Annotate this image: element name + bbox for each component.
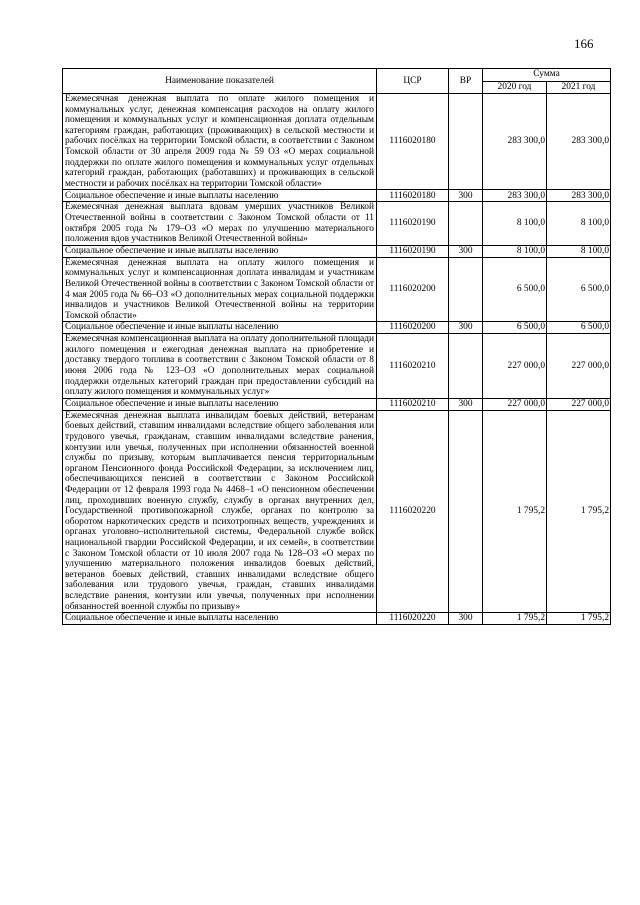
row-sum-2020: 1 795,2 <box>483 613 547 625</box>
table-row <box>63 398 611 410</box>
row-sum-2021: 8 100,0 <box>547 202 611 245</box>
budget-table <box>62 68 611 625</box>
row-name: Ежемесячная денежная выплата вдовам умерших участников Великой Отечественной войны в соответствии с Законом Томской области от 11 октября 2005 года № 179–ОЗ «О мерах по улучшению материального положения вдов участников Великой Отечественной войны» <box>63 202 377 245</box>
row-csr: 1116020220 <box>377 613 449 625</box>
row-name: Социальное обеспечение и иные выплаты населению <box>63 322 377 334</box>
table-row <box>63 613 611 625</box>
table-row <box>63 410 611 612</box>
row-sum-2021: 227 000,0 <box>547 398 611 410</box>
row-name: Ежемесячная компенсационная выплата на оплату дополнительной площади жилого помещения и ежегодная денежная выплата на приобретение и доставку твердого топлива в соответствии с Законом Томской области от 8 июня 2006 года № 123–ОЗ «О дополнительных мерах социальной поддержки отдельных категорий граждан при предоставлении субсидий на оплату жилого помещения и коммунальных услуг» <box>63 334 377 399</box>
header-vr: ВР <box>449 69 483 94</box>
row-sum-2021: 227 000,0 <box>547 334 611 399</box>
row-csr: 1116020200 <box>377 257 449 322</box>
table-row <box>63 245 611 257</box>
row-sum-2020: 6 500,0 <box>483 257 547 322</box>
header-year-2020: 2020 год <box>483 81 547 94</box>
row-vr: 300 <box>449 245 483 257</box>
row-name: Ежемесячная денежная выплата инвалидам боевых действий, ветеранам боевых действий, ставшим инвалидами вследствие общего заболевания или трудового увечья, гражданам, ставшим инвалидами вследствие ранения, контузии или увечья, полученных при исполнении обязанностей военной службы по призыву, которым выплачивается пенсия территориальным органом Пенсионного фонда Российской Федерации, за исключением лиц, обеспечивающихся пенсией в соответствии с Законом Российской Федерации от 12 февраля 1993 года № 4468–1 «О пенсионном обеспечении лиц, проходивших военную службу, службу в органах внутренних дел, Государственной противопожарной службе, органах по контролю за оборотом наркотических средств и психотропных веществ, учреждениях и органах уголовно–исполнительной системы, Федеральной службе войск национальной гвардии Российской Федерации, и их семей», в соответствии с Законом Томской области от 10 июля 2007 года № 128–ОЗ «О мерах по улучшению материального положения инвалидов боевых действий, ветеранов боевых действий, ставших инвалидами вследствие общего заболевания или трудового увечья, граждан, ставших инвалидами вследствие ранения, контузии или увечья, полученных при исполнении обязанностей военной службы по призыву» <box>63 410 377 612</box>
header-csr: ЦСР <box>377 69 449 94</box>
table-row <box>63 190 611 202</box>
row-sum-2021: 283 300,0 <box>547 94 611 190</box>
row-csr: 1116020180 <box>377 190 449 202</box>
row-vr: 300 <box>449 322 483 334</box>
table-row <box>63 202 611 245</box>
row-name: Социальное обеспечение и иные выплаты населению <box>63 190 377 202</box>
row-csr: 1116020220 <box>377 410 449 612</box>
header-sum: Сумма <box>483 69 611 82</box>
table-row <box>63 322 611 334</box>
table-header-row <box>63 69 611 82</box>
table-row <box>63 94 611 190</box>
row-csr: 1116020200 <box>377 322 449 334</box>
row-sum-2020: 283 300,0 <box>483 94 547 190</box>
row-sum-2020: 283 300,0 <box>483 190 547 202</box>
row-csr: 1116020190 <box>377 245 449 257</box>
row-sum-2020: 227 000,0 <box>483 334 547 399</box>
row-sum-2020: 8 100,0 <box>483 202 547 245</box>
row-sum-2021: 6 500,0 <box>547 257 611 322</box>
row-name: Социальное обеспечение и иные выплаты населению <box>63 245 377 257</box>
row-vr <box>449 410 483 612</box>
row-sum-2021: 8 100,0 <box>547 245 611 257</box>
row-csr: 1116020210 <box>377 334 449 399</box>
row-csr: 1116020210 <box>377 398 449 410</box>
row-vr <box>449 202 483 245</box>
row-sum-2021: 1 795,2 <box>547 613 611 625</box>
table-row <box>63 257 611 322</box>
row-name: Ежемесячная денежная выплата на оплату жилого помещения и коммунальных услуг и компенсационная доплата инвалидам и участникам Великой Отечественной войны в соответствии с Законом Томской области от 4 мая 2005 года № 66–ОЗ «О дополнительных мерах социальной поддержки инвалидов и участников Великой Отечественной войны на территории Томской области» <box>63 257 377 322</box>
page-number: 166 <box>574 36 594 51</box>
header-name: Наименование показателей <box>63 69 377 94</box>
table-row <box>63 334 611 399</box>
row-sum-2021: 6 500,0 <box>547 322 611 334</box>
row-vr: 300 <box>449 190 483 202</box>
row-name: Социальное обеспечение и иные выплаты населению <box>63 613 377 625</box>
row-name: Ежемесячная денежная выплата по оплате жилого помещения и коммунальных услуг, денежная компенсация расходов на оплату жилого помещения и коммунальных услуг и компенсационная доплата отдельным категориям граждан, работающих (проживающих) в сельской местности и рабочих посёлках на территории Томской области, в соответствии с Законом Томской области от 30 апреля 2009 года № 59 ОЗ «О мерах социальной поддержки по оплате жилого помещения и коммунальных услуг отдельных категорий граждан, работающих (работавших) и проживающих в сельской местности и рабочих посёлках на территории Томской области» <box>63 94 377 190</box>
row-csr: 1116020180 <box>377 94 449 190</box>
row-sum-2021: 1 795,2 <box>547 410 611 612</box>
row-sum-2020: 1 795,2 <box>483 410 547 612</box>
row-sum-2020: 8 100,0 <box>483 245 547 257</box>
row-vr: 300 <box>449 613 483 625</box>
row-vr <box>449 334 483 399</box>
row-vr <box>449 94 483 190</box>
row-csr: 1116020190 <box>377 202 449 245</box>
row-name: Социальное обеспечение и иные выплаты населению <box>63 398 377 410</box>
row-sum-2020: 227 000,0 <box>483 398 547 410</box>
header-year-2021: 2021 год <box>547 81 611 94</box>
row-sum-2021: 283 300,0 <box>547 190 611 202</box>
row-sum-2020: 6 500,0 <box>483 322 547 334</box>
row-vr <box>449 257 483 322</box>
row-vr: 300 <box>449 398 483 410</box>
